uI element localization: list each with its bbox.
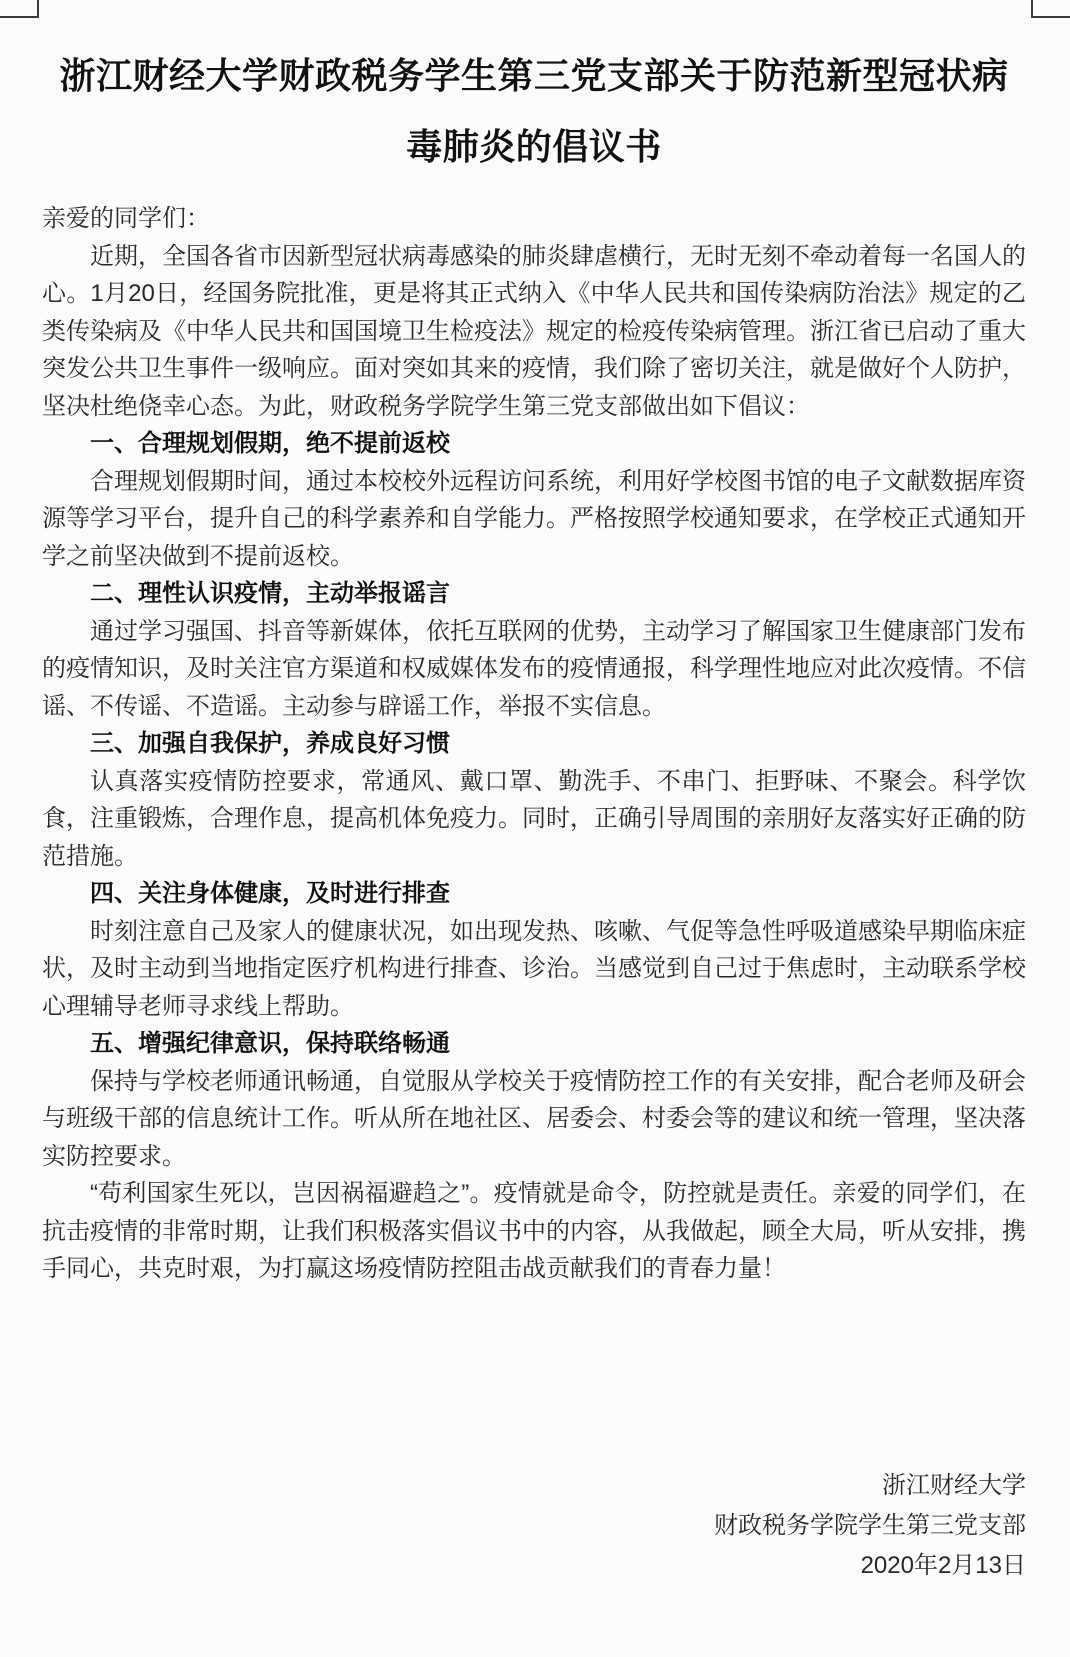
section-4-heading: 四、关注身体健康，及时进行排查 [90,880,450,907]
document-title [42,40,1026,182]
document-title-line-1: 浙江财经大学财政税务学生第三党支部关于防范新型冠状病 [59,55,1009,96]
section-3-heading: 三、加强自我保护，养成良好习惯 [90,730,450,757]
section-1-heading: 一、合理规划假期，绝不提前返校 [90,430,450,457]
intro-paragraph: 近期，全国各省市因新型冠状病毒感染的肺炎肆虐横行，无时无刻不牵动着每一名国人的心。1月20日，经国务院批准，更是将其正式纳入《中华人民共和国传染病防治法》规定的乙类传染病及《中华人民共和国国境卫生检疫法》规定的检疫传染病管理。浙江省已启动了重大突发公共卫生事件一级响应。面对突如其来的疫情，我们除了密切关注，就是做好个人防护，坚决杜绝侥幸心态。为此，财政税务学院学生第三党支部做出如下倡议： [42,242,1026,420]
document-content [42,0,1026,1586]
page-margin-mark-top-right [1031,0,1070,18]
section-2-heading: 二、理性认识疫情，主动举报谣言 [90,580,450,607]
closing-paragraph: “苟利国家生死以，岂因祸福避趋之”。疫情就是命令，防控就是责任。亲爱的同学们，在抗击疫情的非常时期，让我们积极落实倡议书中的内容，从我做起，顾全大局，听从安排，携手同心，共克时艰，为打赢这场疫情防控阻击战贡献我们的青春力量！ [42,1180,1026,1282]
section-3-paragraph: 认真落实疫情防控要求，常通风、戴口罩、勤洗手、不串门、拒野味、不聚会。科学饮食，注重锻炼，合理作息，提高机体免疫力。同时，正确引导周围的亲朋好友落实好正确的防范措施。 [42,767,1026,870]
document-title-line-2: 毒肺炎的倡议书 [406,126,662,167]
salutation: 亲爱的同学们： [42,205,210,232]
section-4-paragraph: 时刻注意自己及家人的健康状况，如出现发热、咳嗽、气促等急性呼吸道感染早期临床症状，及时主动到当地指定医疗机构进行排查、诊治。当感觉到自己过于焦虑时，主动联系学校心理辅导老师寻求线上帮助。 [42,917,1026,1020]
signature-date: 2020年2月13日 [860,1551,1026,1579]
signature-university: 浙江财经大学 [882,1471,1026,1499]
signature-block [42,1466,1026,1586]
page-margin-mark-top-left [0,0,39,18]
section-5-paragraph: 保持与学校老师通讯畅通，自觉服从学校关于疫情防控工作的有关安排，配合老师及研会与班级干部的信息统计工作。听从所在地社区、居委会、村委会等的建议和统一管理，坚决落实防控要求。 [42,1067,1026,1170]
section-5-heading: 五、增强纪律意识，保持联络畅通 [90,1030,450,1057]
section-2-paragraph: 通过学习强国、抖音等新媒体，依托互联网的优势，主动学习了解国家卫生健康部门发布的疫情知识，及时关注官方渠道和权威媒体发布的疫情通报，科学理性地应对此次疫情。不信谣、不传谣、不造谣。主动参与辟谣工作，举报不实信息。 [42,617,1026,720]
document-body [42,200,1026,1288]
signature-party-branch: 财政税务学院学生第三党支部 [714,1511,1026,1539]
section-1-paragraph: 合理规划假期时间，通过本校校外远程访问系统，利用好学校图书馆的电子文献数据库资源等学习平台，提升自己的科学素养和自学能力。严格按照学校通知要求，在学校正式通知开学之前坚决做到不提前返校。 [42,467,1026,570]
